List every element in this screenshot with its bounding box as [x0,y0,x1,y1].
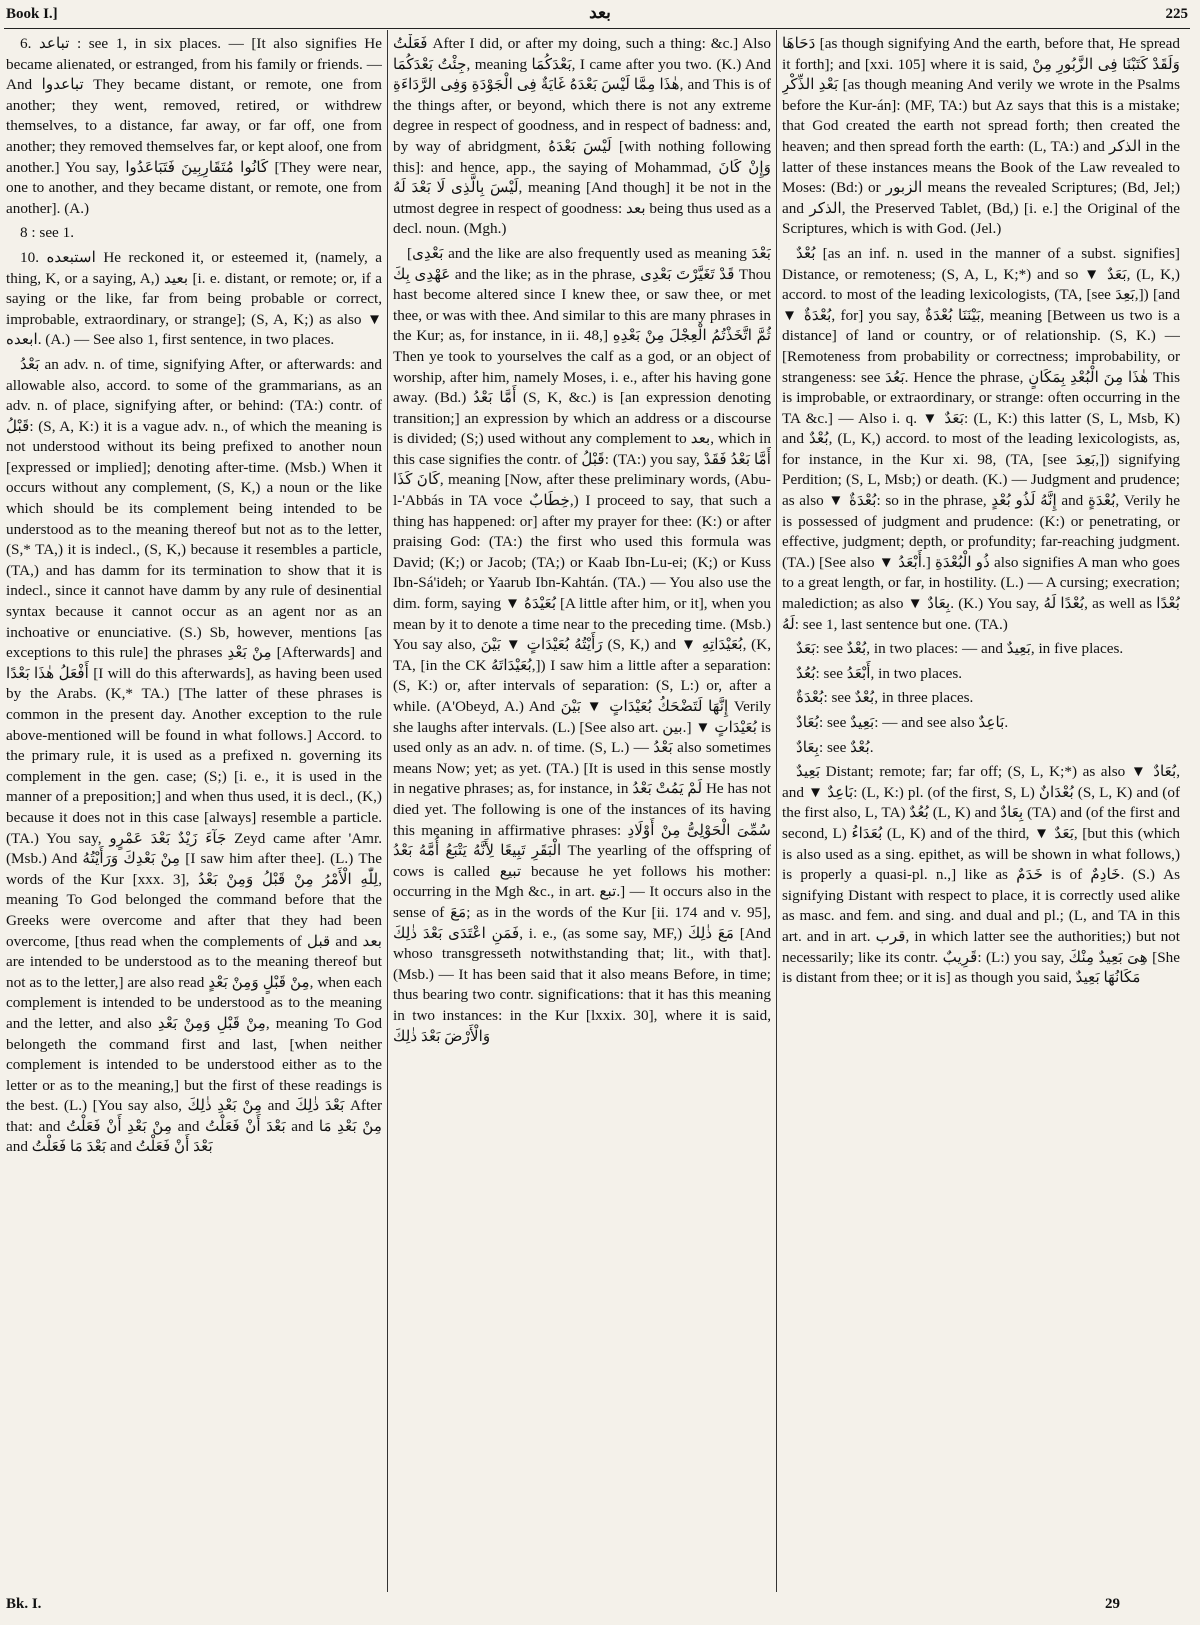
entry-paragraph: بَعَدٌ: see بُعْدٌ, in two places: — and بَعِيدٌ, in five places. [796,640,1124,658]
column-rule-1 [387,30,388,1592]
book-label: Book I.] [6,6,58,22]
entry-paragraph: بَعْدُ an adv. n. of time, signifying After, or afterwards: and allowable also, accord. to some of the grammarians, as an adv. n. of place, signifying after, or behind: (TA:) contr. of قَبْلُ: (S, A, K:) it is a vague adv. n., of which the meaning is not understood without its being prefixed to another noun [expressed or implied]; denoting after-time. (Msb.) When it occurs without any complement, (S, K,) a noun or the like which should be its complement being intended to be understood as to the meaning thereof but not as to the letter, (S,* TA,) it is indecl., (S, K,) because it resembles a particle, (TA,) and has damm for its termination to show that it is indecl., since it cannot have damm by any rule of desinential syntax because it cannot occur as an agent nor as an inchoative or enunciative. (S.) Sb, however, mentions [as exceptions to this rule] the phrases مِنْ بَعْدِ [Afterwards] and أَفْعَلُ هٰذَا بَعْدًا [I will do this afterwards], as having been used by the Arabs. (K,* TA.) [The latter of these phrases is common in the present day. Another exception to the rule above-mentioned will be found in what follows.] Accord. to the primary rule, it is used as a prefixed n. governing its complement in the gen. case; (S;) [i. e., it is used in the manner of a preposition;] and when thus used, it is decl., (K,) because it does not in this case [always] resemble a particle. (TA.) You say, جَآءَ زَيْدٌ بَعْدَ عَمْرٍو Zeyd came after 'Amr. (Msb.) And مِنْ بَعْدِكَ وَرَأَيْتُهُ [I saw him after thee]. (L.) The words of the Kur [xxx. 3], لِلّٰهِ الْأَمْرُ مِنْ قَبْلُ وَمِنْ بَعْدُ, meaning To God belonged the command before that the Greeks were overcome and after that they had been overcome, [thus read when the complements of قبل and بعد are intended to be understood as to the meaning thereof but not as to the letter,] are also read مِنْ قَبْلٍ وَمِنْ بَعْدٍ, when each complement is intended to be understood as to the meaning and the letter, and also مِنْ قَبْلِ وَمِنْ بَعْدِ, meaning To God belongeth the command first and last, [when neither complement is intended to be understood either as to the letter or as to the meaning,] but the first of these readings is the best. (L.) [You say also, مِنْ بَعْدِ ذٰلِكَ and بَعْدَ ذٰلِكَ After that: and مِنْ بَعْدِ أَنْ فَعَلْتُ and بَعْدَ أَنْ فَعَلْتُ and مِنْ بَعْدِ مَا and بَعْدَ مَا فَعَلْتُ and بَعْدَ أَنْ فَعَلْتُ [6,355,382,1156]
entry-paragraph: [بَعْدِى and the like are also frequently used as meaning بَعْدَ عَهْدِى بِكَ and the like; as in the phrase, قَدْ تَغَيَّرْتَ بَعْدِى Thou hast become altered since I knew thee, or saw thee, or met thee, or was with thee. And similar to this are many phrases in the Kur; as, for instance, in ii. 48,] ثُمَّ اتَّخَذْتُمُ الْعِجْلَ مِنْ بَعْدِهِ Then ye took to yourselves the calf as a god, or an object of worship, after him, namely Moses, i. e., after his having gone away. (Bd.) أَمَّا بَعْدُ (S, K, &c.) is [an expression denoting transition;] an expression by which an address or a discourse is divided; (S;) used without any complement to بعد, which in this case signifies the contr. of قَبْلُ: (TA:) you say, أَمَّا بَعْدُ فَقَدْ كَانَ كَذَا, meaning [Now, after these preliminary words, (Abu-l-'Abbás in TA voce خِطَابٌ,) I proceed to say, that such a thing has happened: or] after my prayer for thee: (K:) or after praising God: (TA:) the first who used this formula was David; (K;) or Jacob; (TA;) or Kaab Ibn-Lu-ei; (K;) or Kuss Ibn-Sá'ideh; or Yaarub Ibn-Kahtán. (TA.) — You also use the dim. form, saying ▼ بُعَيْدَهُ [A little after him, or it], when you mean by it to denote a time near to the preceding time. (Msb.) You say also, رَأَيْتُهُ بُعَيْدَاتٍ ▼ بَيْنَ (S, K,) and ▼ بُعَيْدَاتِهِ, (K, TA, [in the CK بُعَيْدَاتَهُ,]) I saw him a little after a separation: (S, K:) or, after intervals of separation: (S, L:) or, after a while. (A'Obeyd, A.) And إِنَّهَا لَتَضْحَكُ بُعَيْدَاتٍ ▼ بَيْنَ Verily she laughs after intervals. (L.) [See also art. بين.] ▼ بُعَيْدَاتٍ is used only as an adv. n. of time. (S, L.) — بَعْدُ also sometimes means Now; yet; as yet. (TA.) [It is used in this sense mostly in negative phrases; as, for instance, in لَمْ يَمُتْ بَعْدُ He has not died yet. The following is one of the instances of its having this meaning in affirmative phrases: سُمِّىَ الْحَوْلِىُّ مِنْ أَوْلَادِ الْبَقَرِ تَبِيعًا لِأَنَّهُ يَتْبَعُ أُمَّهُ بَعْدُ The yearling of the offspring of cows is called تبيع because he yet follows his mother: occurring in the Mgh &c., in art. تبع.] — It occurs also in the sense of مَعَ; as in the words of the Kur [ii. 174 and v. 95], فَمَنِ اعْتَدَى بَعْدَ ذٰلِكَ, i. e., (as some say, MF,) مَعَ ذٰلِكَ [And whoso transgresseth notwithstanding that; lit., with that]. (Msb.) — It has been said that it also means Before, in time; thus bearing two contr. significations: that it has this meaning in two instances: in the Kur [lxxix. 30], where it is said, وَالْأَرْضَ بَعْدَ ذٰلِكَ [393,244,771,1045]
column-1 [6,34,382,1582]
root-heading: بعد [589,3,611,22]
header-rule [4,28,1190,29]
column-3 [782,34,1180,1582]
column-rule-2 [776,30,777,1592]
entry-paragraph: بُعْدٌ [as an inf. n. used in the manner of a subst. signifies] Distance, or remoteness; (S, A, L, K;*) and so ▼ بَعَدٌ, (L, K,) accord. to most of the leading lexicologists, (TA, [see بَعِدَ,]) [and ▼ بُعْدَةٌ, for] you say, بَيْنَنَا بُعْدَةٌ, meaning [Between us two is a distance] of land or country, or of relationship. (S, K.) — [Remoteness from probability or correctness; improbability, or strangeness: see بَعُدَ. Hence the phrase, هٰذَا مِنَ الْبُعْدِ بِمَكَانٍ This is improbable, or extraordinary, or strange: often occurring in the TA &c.] — Also i. q. ▼ بَعَدٌ: (L, K:) this latter (S, L, Msb, K) and بُعْدٌ, (L, K,) accord. to most of the leading lexicologists, as, for instance, in the Kur xi. 98, (TA, [see بَعِدَ,]) signifying Perdition; (S, L, Msb;) or death. (K.) — Judgment and prudence; as also ▼ بُعْدَةٌ: so in the phrase, إِنَّهُ لَذُو بُعْدٍ and بُعْدَةٍ, Verily he is possessed of judgment and prudence: (K:) or penetrating, or effective, judgment; depth, or profundity; far-reaching judgment. (TA.) [See also ▼ أَبْعَدُ.] ذُو الْبُعْدَةِ also signifies A man who goes to a great length, or far, in hostility. (L.) — A cursing; execration; malediction; as also ▼ بِعَادٌ. (K.) You say, بُعْدًا لَهُ, as well as بُعْدًا لَهُ: see 1, last sentence but one. (TA.) [782,244,1180,633]
entry-paragraph: 8 : see 1. [20,224,74,242]
signature-number: 29 [1105,1596,1120,1612]
entry-paragraph: بِعَادٌ: see بُعْدٌ. [796,738,874,756]
entry-paragraph: دَحَاهَا [as though signifying And the earth, before that, He spread it forth]; and [xxi. 105] where it is said, وَلَقَدْ كَتَبْنَا فِى الزَّبُورِ مِنْ بَعْدِ الذِّكْرِ [as though meaning And verily we wrote in the Psalms before the Kur-án]: (MF, TA:) but Az says that this is a mistake; that God created the earth not spread forth; then created the heaven; and then spread forth the earth: (L, TA:) and الذكر in the latter of these instances means the Book of the Law revealed to Moses: (Bd:) or الزبور means the revealed Scriptures; (Bd, Jel;) and الذكر, the Preserved Tablet, (Bd,) [i. e.] the Original of the Scriptures, which is with God. (Jel.) [782,35,1180,238]
entry-paragraph: بَعِيدٌ Distant; remote; far; far off; (S, L, K;*) as also ▼ بُعَادٌ, and ▼ بَاعِدٌ: (L, K:) pl. (of the first, S, L) بُعْدَانٌ (S, L, K) and (of the first also, L, TA) بُعُدٌ (L, K) and بِعَادٌ (TA) and (of the first and second, L) بُعَدَاءُ (L, K) and of the third, ▼ بَعَدٌ, [but this (which is also used as a sing. epithet, as will be shown in what follows,) is properly a quasi-pl. n.,] like as خَدَمٌ is of خَادِمٌ. (S.) As signifying Distant with respect to place, it is correctly used alike as masc. and fem. and sing. and dual and pl.; (L, and TA in this art. and in art. قرب, in which latter see the authorities;) but not necessarily; like its contr. قَرِيبٌ: (L:) you say, هِىَ بَعِيدٌ مِنْكَ [She is distant from thee; or it is] as though you said, مَكَانُهَا بَعِيدٌ [782,763,1180,987]
entry-paragraph: 6. تباعد : see 1, in six places. — [It also signifies He became alienated, or estranged, from his family or friends. — And تباعدوا They became distant, or remote, one from another; they went, removed, retired, or withdrew themselves, to a distance, far away, or far off, one from another; they removed themselves far, or kept aloof, one from another.] You say, كَانُوا مُتَقَارِبِينَ فَتَبَاعَدُوا [They were near, one to another, and they became distant, or remote, one from another]. (A.) [6,35,382,217]
column-2 [393,34,771,1582]
page-number: 225 [1165,6,1188,22]
entry-paragraph: فَعَلْتُ After I did, or after my doing, such a thing: &c.] Also جِئْتُ بَعْدَكُمَا, meaning بَعْدَكُمَا, I came after you two. (K.) And هٰذَا مِمَّا لَيْسَ بَعْدَهُ غَايَةٌ فِى الْجَوْدَةِ وَفِى الرَّدَاءَةِ, and This is of the things after, or beyond, which there is not any extreme degree in respect of goodness, and in respect of badness: and, by way of abridgment, لَيْسَ بَعْدَهُ [with nothing following this]: and hence, app., the saying of Mohammad, وَإِنْ كَانَ لَيْسَ بِالَّذِى لَا بَعْدَ لَهُ, meaning [And though] it be not in the utmost degree in respect of goodness: بعد being thus used as a decl. noun. (Mgh.) [393,35,771,238]
entry-paragraph: بُعُدٌ: see أَبْعَدُ, in two places. [796,664,963,682]
page-header [0,0,1200,26]
entry-paragraph: 10. استبعده He reckoned it, or esteemed it, (namely, a thing, K, or a saying, A,) بعيد [i. e. distant, or remote; or, if a saying or the like, far from being probable or correct, improbable, extraordinary, or strange]; (S, A, K;) as also ▼ ابعده. (A.) — See also 1, first sentence, in two places. [6,248,382,349]
entry-paragraph: بُعْدَةٌ: see بُعْدٌ, in three places. [796,689,974,707]
footer-book-label: Bk. I. [6,1596,42,1612]
entry-paragraph: بُعَادٌ: see بَعِيدٌ: — and see also بَاعِدٌ. [796,714,1009,731]
page-footer [0,1594,1200,1622]
